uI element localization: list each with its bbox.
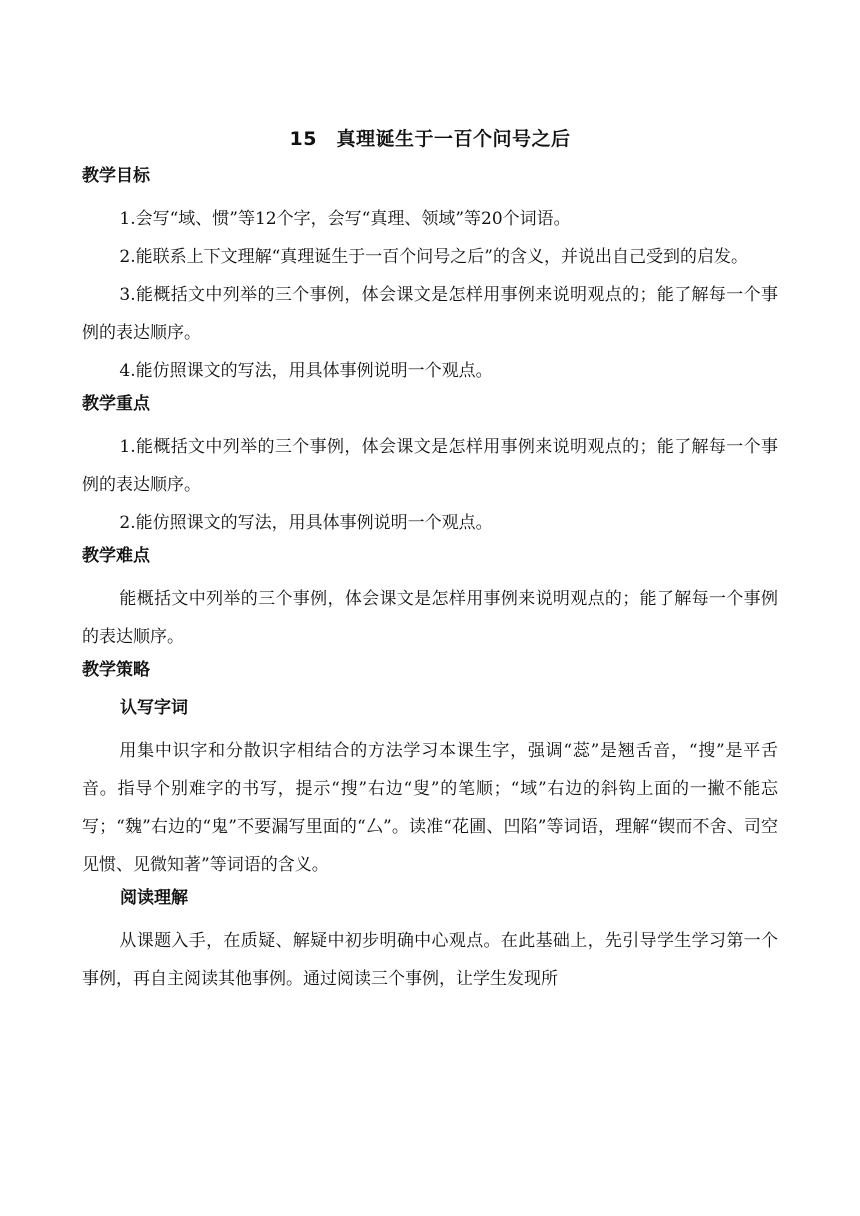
key-point-item-2: 2.能仿照课文的写法，用具体事例说明一个观点。 — [119, 513, 493, 533]
goal-item-2: 2.能联系上下文理解“真理诞生于一百个问号之后”的含义，并说出自己受到的启发。 — [119, 247, 748, 267]
document-body — [82, 162, 778, 998]
lesson-title: 15 真理诞生于一百个问号之后 — [289, 128, 571, 150]
literacy-text: 用集中识字和分散识字相结合的方法学习本课生字，强调“蕊”是翘舌音，“搜”是平舌音。指导个别难字的书写，提示“搜”右边“叟”的笔顺；“域”右边的斜钩上面的一撇不能忘写；“魏”右边的“鬼”不要漏写里面的“厶”。读准“花圃、凹陷”等词语，理解“锲而不舍、司空见惯、见微知著”等词语的含义。 — [82, 741, 778, 875]
goal-item-1: 1.会写“域、惯”等12个字，会写“真理、领域”等20个词语。 — [119, 209, 571, 229]
key-point-item-1: 1.能概括文中列举的三个事例，体会课文是怎样用事例来说明观点的；能了解每一个事例的表达顺序。 — [82, 437, 778, 495]
section-heading-strategy: 教学策略 — [82, 660, 150, 680]
subheading-literacy: 认写字词 — [120, 698, 188, 718]
subheading-reading: 阅读理解 — [120, 888, 188, 908]
section-heading-key-points: 教学重点 — [82, 394, 150, 414]
section-heading-difficulties: 教学难点 — [82, 546, 150, 566]
reading-text: 从课题入手，在质疑、解疑中初步明确中心观点。在此基础上，先引导学生学习第一个事例，再自主阅读其他事例。通过阅读三个事例，让学生发现所 — [82, 931, 778, 989]
goal-item-4: 4.能仿照课文的写法，用具体事例说明一个观点。 — [119, 361, 493, 381]
goal-item-3: 3.能概括文中列举的三个事例，体会课文是怎样用事例来说明观点的；能了解每一个事例的表达顺序。 — [82, 285, 778, 343]
section-heading-goals: 教学目标 — [82, 166, 150, 186]
difficulties-text: 能概括文中列举的三个事例，体会课文是怎样用事例来说明观点的；能了解每一个事例的表达顺序。 — [82, 589, 778, 647]
